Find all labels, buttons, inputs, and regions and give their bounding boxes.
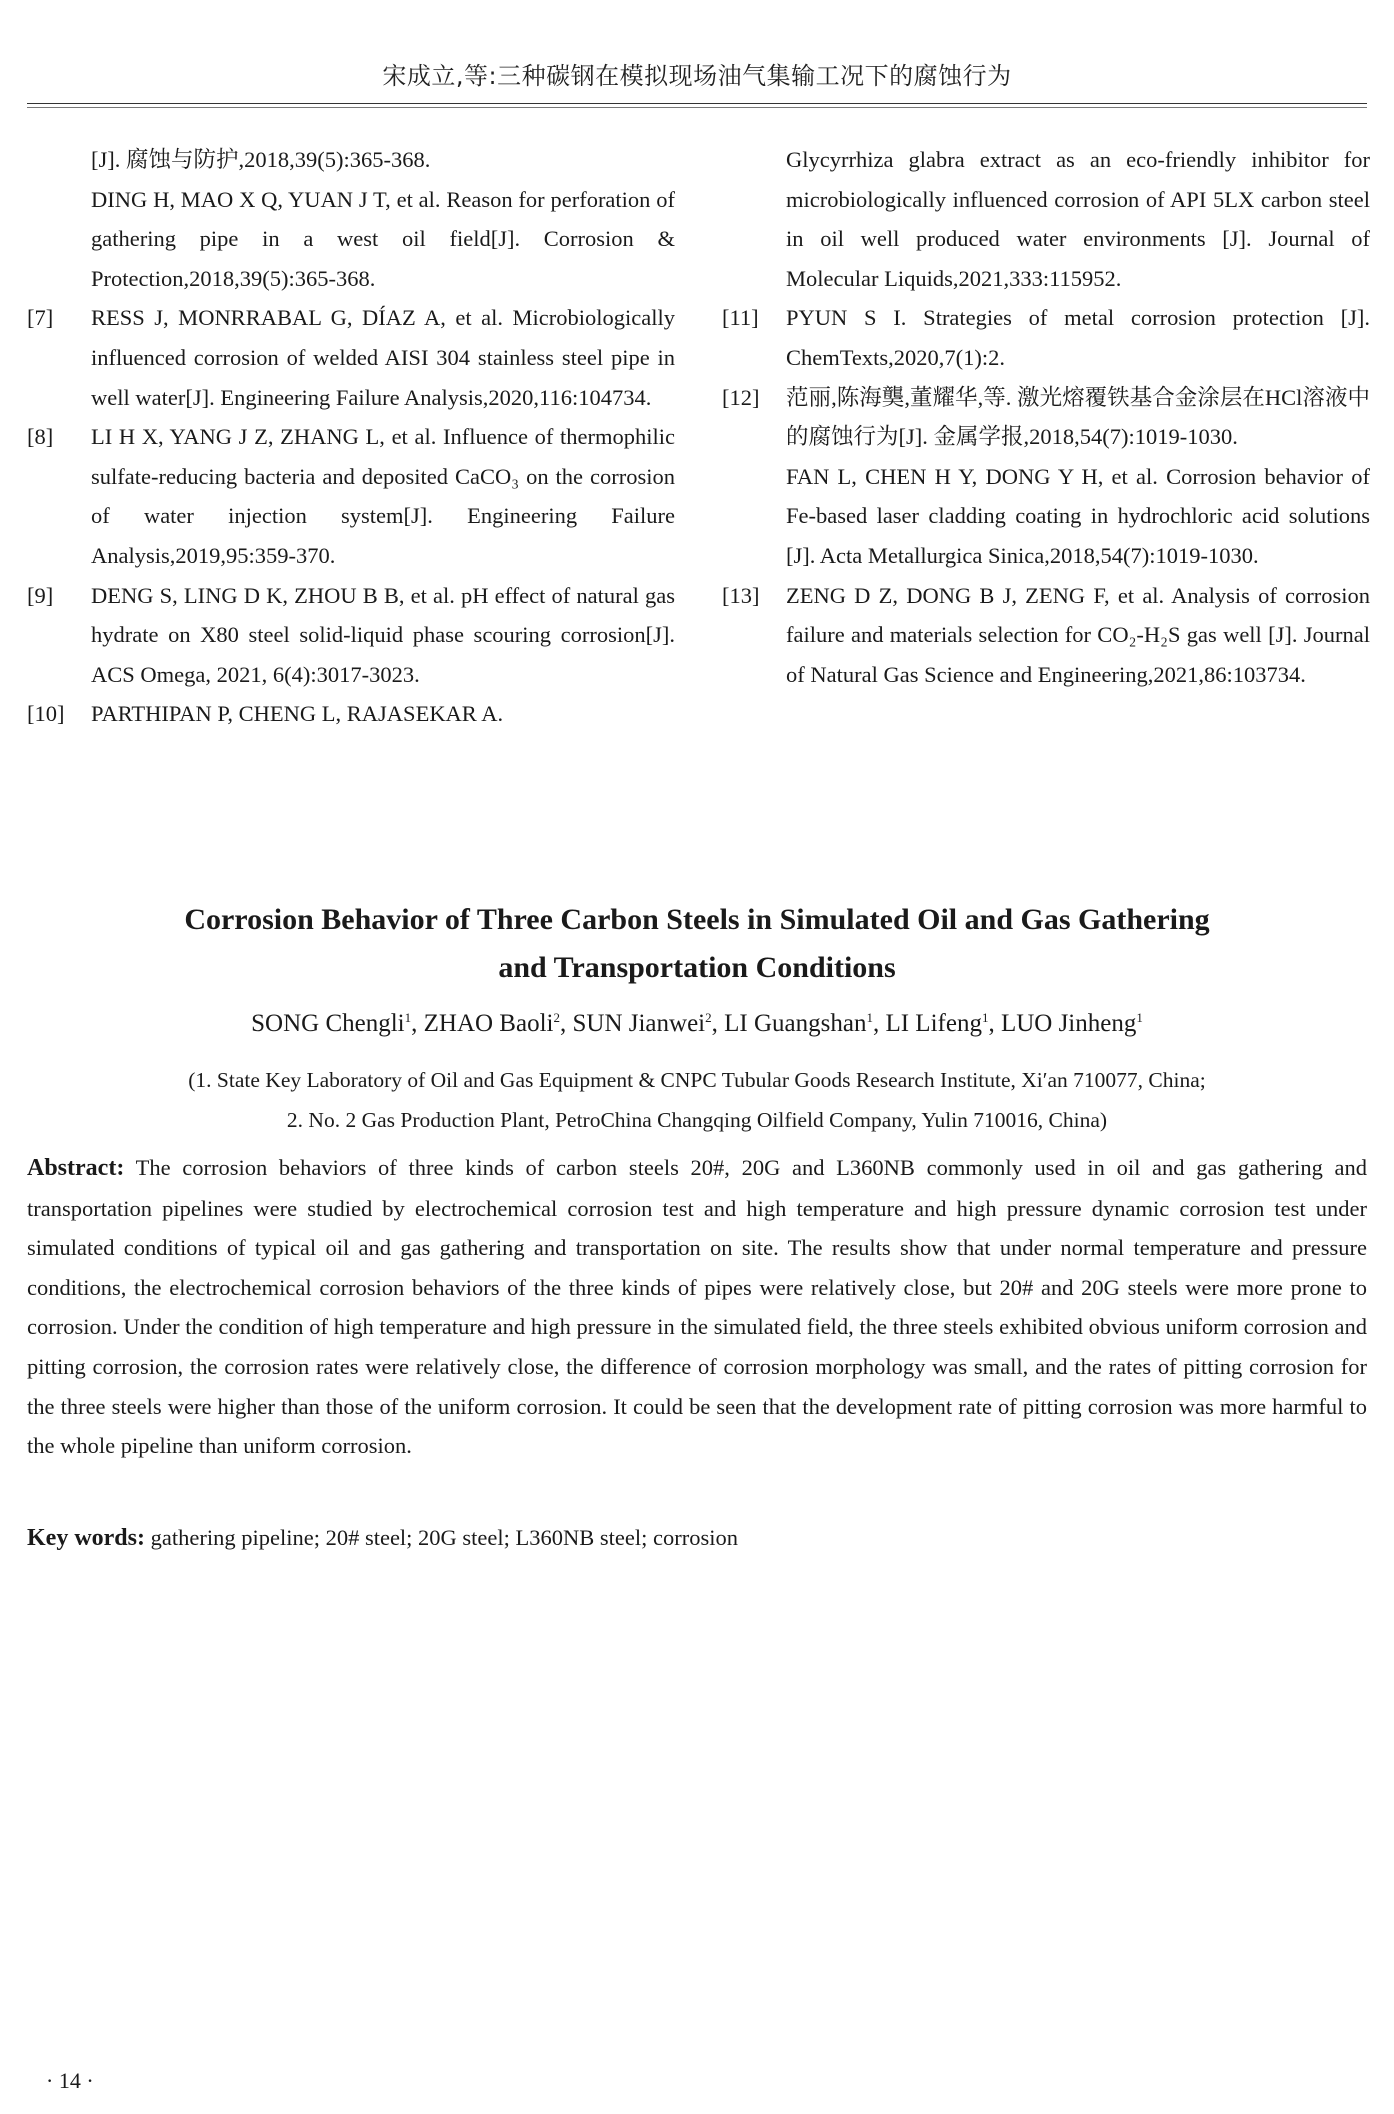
keywords-text: gathering pipeline; 20# steel; 20G steel; L360NB steel; corrosion (150, 1525, 738, 1550)
references-right-column (722, 140, 1370, 694)
reference-number: [13] (722, 582, 760, 608)
keywords: Key words: gathering pipeline; 20# steel; 20G steel; L360NB steel; corrosion (27, 1525, 738, 1551)
author-name: LI Guangshan (724, 1010, 867, 1037)
reference-text: [J]. 腐蚀与防护,2018,39(5):365-368. (91, 147, 431, 172)
reference-item (27, 140, 675, 298)
english-title-line-1: Corrosion Behavior of Three Carbon Steels in Simulated Oil and Gas Gathering (184, 903, 1210, 936)
author-affiliation-marker: 1 (981, 1010, 989, 1025)
reference-text: RESS J, MONRRABAL G, DÍAZ A, et al. Microbiologically influenced corrosion of welded AISI 304 stainless steel pipe in well water[J]. Engineering Failure Analysis,2020,116:104734. (91, 305, 675, 410)
author-affiliation-marker: 2 (705, 1010, 712, 1025)
reference-item (722, 378, 1370, 576)
author-name: ZHAO Baoli (423, 1010, 554, 1037)
reference-text: PARTHIPAN P, CHENG L, RAJASEKAR A. (91, 701, 504, 727)
reference-text: LI H X, YANG J Z, ZHANG L, et al. Influence of thermophilic sulfate-reducing bacteria and deposited CaCO₃ on the corrosion of water injection system[J]. Engineering Failure Analysis,2019,95:359-370. (91, 424, 675, 568)
reference-text: 范丽,陈海龑,董耀华,等. 激光熔覆铁基合金涂层在HCl溶液中的腐蚀行为[J]. 金属学报,2018,54(7):1019-1030. (786, 384, 1370, 450)
reference-item (27, 694, 675, 734)
reference-number: [11] (722, 305, 759, 331)
reference-text: ZENG D Z, DONG B J, ZENG F, et al. Analysis of corrosion failure and materials selection for CO₂-H₂S gas well [J]. Journal of Natural Gas Science and Engineering,2021,86:103734. (786, 582, 1370, 687)
header-rule-secondary (27, 107, 1367, 108)
author-affiliation-marker: 1 (866, 1010, 873, 1025)
reference-number: [10] (27, 701, 65, 727)
author-affiliation-marker: 1 (404, 1010, 412, 1025)
keywords-label: Key words (27, 1525, 137, 1551)
author-list: SONG Chengli$^1$, ZHAO Baoli$^2$, SUN Jianwei$^2$, LI Guangshan$^1$, LI Lifeng$^1$, LUO Jinheng$^1$ (251, 1010, 1143, 1037)
abstract-label: Abstract (27, 1155, 117, 1181)
author-name: LUO Jinheng (1000, 1010, 1137, 1037)
author-name: SUN Jianwei (572, 1010, 706, 1037)
author-affiliation-marker: 2 (553, 1010, 560, 1025)
reference-number: [8] (27, 424, 54, 450)
reference-text: DING H, MAO X Q, YUAN J T, et al. Reason for perforation of gathering pipe in a west oil field[J]. Corrosion & Protection,2018,39(5):365-368. (91, 186, 675, 291)
english-title-line-2: and Transportation Conditions (498, 951, 896, 984)
reference-item (27, 298, 675, 417)
affiliation-2: 2. No. 2 Gas Production Plant, PetroChina Changqing Oilfield Company, Yulin 710016, China) (286, 1108, 1108, 1132)
reference-number: [9] (27, 582, 54, 608)
page-number: · 14 · (46, 2068, 94, 2093)
author-affiliation-marker: 1 (1136, 1010, 1143, 1025)
reference-text: DENG S, LING D K, ZHOU B B, et al. pH effect of natural gas hydrate on X80 steel solid-liquid phase scouring corrosion[J]. ACS Omega, 2021, 6(4):3017-3023. (91, 582, 675, 687)
affiliations (27, 1060, 1367, 1140)
reference-item (722, 140, 1370, 298)
reference-text: Glycyrrhiza glabra extract as an eco-friendly inhibitor for microbiologically influenced corrosion of API 5LX carbon steel in oil well produced water environments [J]. Journal of Molecular Liquids,2021,333:115952. (786, 147, 1370, 291)
reference-number: [7] (27, 305, 54, 331)
author-name: LI Lifeng (885, 1010, 982, 1037)
english-title (27, 896, 1367, 992)
reference-number: [12] (722, 384, 760, 410)
affiliation-1: (1. State Key Laboratory of Oil and Gas Equipment & CNPC Tubular Goods Research Institute, Xi′an 710077, China; (188, 1068, 1206, 1092)
reference-item (27, 576, 675, 695)
running-head: 宋成立,等:三种碳钢在模拟现场油气集输工况下的腐蚀行为 (382, 62, 1012, 90)
references-left-column (27, 140, 675, 734)
header-rule (27, 103, 1367, 104)
reference-text: FAN L, CHEN H Y, DONG Y H, et al. Corrosion behavior of Fe-based laser cladding coating in hydrochloric acid solutions [J]. Acta Metallurgica Sinica,2018,54(7):1019-1030. (786, 463, 1370, 568)
reference-item (722, 576, 1370, 695)
reference-item (722, 298, 1370, 377)
abstract: Abstract: The corrosion behaviors of three kinds of carbon steels 20#, 20G and L360NB commonly used in oil and gas gathering and transportation pipelines were studied by electrochemical corrosion test and high temperature and high pressure dynamic corrosion test under simulated conditions of typical oil and gas gathering and transportation on site. The results show that under normal temperature and pressure conditions, the electrochemical corrosion behaviors of the three kinds of pipes were relatively close, but 20# and 20G steels were more prone to corrosion. Under the condition of high temperature and high pressure in the simulated field, the three steels exhibited obvious uniform corrosion and pitting corrosion, the corrosion rates were relatively close, the difference of corrosion morphology was small, and the rates of pitting corrosion for the three steels were higher than those of the uniform corrosion. It could be seen that the development rate of pitting corrosion was more harmful to the whole pipeline than uniform corrosion. (27, 1155, 1367, 1459)
abstract-text: The corrosion behaviors of three kinds of carbon steels 20#, 20G and L360NB commonly used in oil and gas gathering and transportation pipelines were studied by electrochemical corrosion test and high temperature and high pressure dynamic corrosion test under simulated conditions of typical oil and gas gathering and transportation on site. The results show that under normal temperature and pressure conditions, the electrochemical corrosion behaviors of the three kinds of pipes were relatively close, but 20# and 20G steels were more prone to corrosion. Under the condition of high temperature and high pressure in the simulated field, the three steels exhibited obvious uniform corrosion and pitting corrosion, the corrosion rates were relatively close, the difference of corrosion morphology was small, and the rates of pitting corrosion for the three steels were higher than those of the uniform corrosion. It could be seen that the development rate of pitting corrosion was more harmful to the whole pipeline than uniform corrosion. (27, 1155, 1367, 1459)
reference-text: PYUN S I. Strategies of metal corrosion protection [J]. ChemTexts,2020,7(1):2. (786, 305, 1370, 370)
author-name: SONG Chengli (251, 1010, 405, 1037)
reference-item (27, 417, 675, 575)
